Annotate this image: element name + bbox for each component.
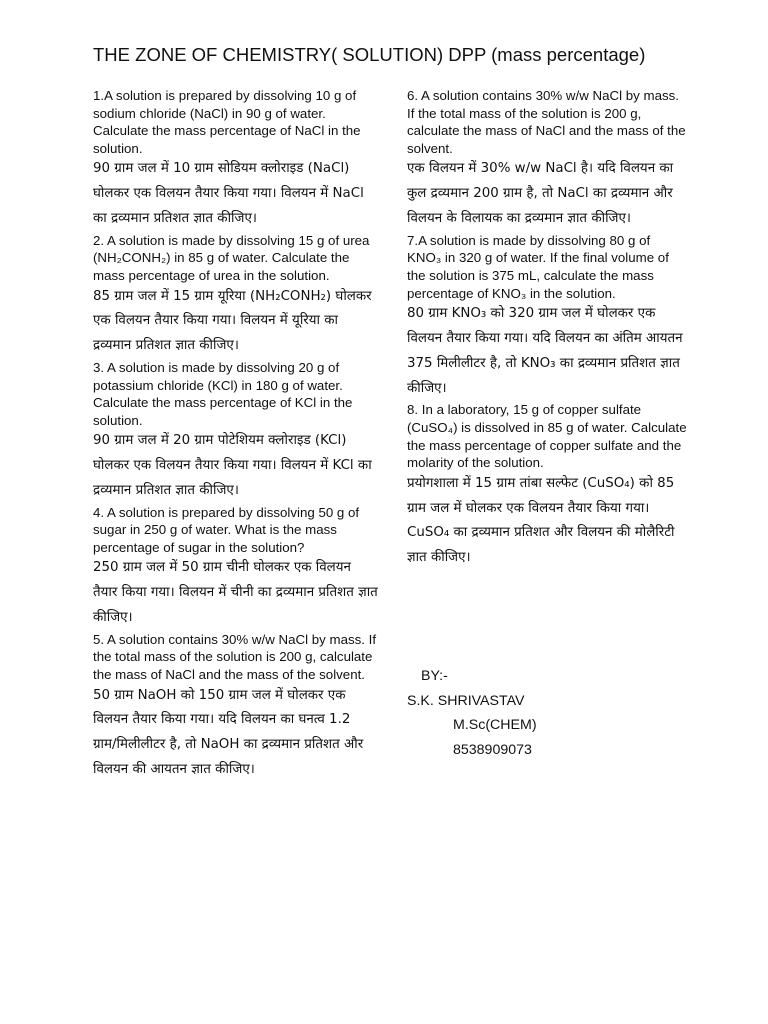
question-4-english: 4. A solution is prepared by dissolving 50 g of sugar in 250 g of water. What is the mass percentage of sugar in the solution? bbox=[93, 504, 360, 555]
question-1-english: 1.A solution is prepared by dissolving 10 g of sodium chloride (NaCl) in 90 g of water. Calculate the mass percentage of NaCl in the solution. bbox=[93, 88, 361, 156]
left-column bbox=[93, 87, 378, 783]
question-3-english: 3. A solution is made by dissolving 20 g of potassium chloride (KCl) in 180 g of water. Calculate the mass percentage of KCl in the solution. bbox=[93, 359, 353, 428]
author-signature bbox=[407, 664, 657, 762]
signature-by: BY:- bbox=[421, 668, 448, 684]
question-8-hindi: प्रयोगशाला में 15 ग्राम तांबा सल्फेट (CuSO₄) को 85 ग्राम जल में घोलकर एक विलयन तैयार किया गया। CuSO₄ का द्रव्यमान प्रतिशत और विलयन की मोलैरिटी ज्ञात कीजिए। bbox=[407, 475, 675, 566]
question-5-hindi: 50 ग्राम NaOH को 150 ग्राम जल में घोलकर एक विलयन तैयार किया गया। यदि विलयन का घनत्व 1.2 ग्राम/मिलीलीटर है, तो NaOH का द्रव्यमान प्रतिशत और विलयन की आयतन ज्ञात कीजिए। bbox=[93, 687, 364, 778]
question-5 bbox=[93, 631, 378, 783]
author-phone: 8538909073 bbox=[453, 741, 532, 758]
question-2 bbox=[93, 232, 378, 359]
question-5-english: 5. A solution contains 30% w/w NaCl by mass. If the total mass of the solution is 200 g, calculate the mass of NaCl and the mass of the solvent. bbox=[93, 631, 377, 683]
question-3 bbox=[93, 359, 378, 504]
question-4-hindi: 250 ग्राम जल में 50 ग्राम चीनी घोलकर एक विलयन तैयार किया गया। विलयन में चीनी का द्रव्यमान प्रतिशत ज्ञात कीजिए। bbox=[93, 560, 378, 626]
question-7-hindi: 80 ग्राम KNO₃ को 320 ग्राम जल में घोलकर एक विलयन तैयार किया गया। यदि विलयन का अंतिम आयतन 375 मिलीलीटर है, तो KNO₃ का द्रव्यमान प्रतिशत ज्ञात कीजिए। bbox=[407, 306, 683, 396]
question-6 bbox=[407, 87, 687, 232]
right-column bbox=[407, 87, 687, 571]
question-6-hindi: एक विलयन में 30% w/w NaCl है। यदि विलयन का कुल द्रव्यमान 200 ग्राम है, तो NaCl का द्रव्यमान और विलयन के विलायक का द्रव्यमान ज्ञात कीजिए। bbox=[407, 161, 674, 226]
question-2-english: 2. A solution is made by dissolving 15 g of urea (NH₂CONH₂) in 85 g of water. Calculate the mass percentage of urea in the solution. bbox=[93, 232, 370, 283]
question-7 bbox=[407, 232, 687, 402]
question-7-english: 7.A solution is made by dissolving 80 g of KNO₃ in 320 g of water. If the final volume of the solution is 375 mL, calculate the mass percentage of KNO₃ in the solution. bbox=[407, 232, 669, 301]
question-3-hindi: 90 ग्राम जल में 20 ग्राम पोटेशियम क्लोराइड (KCl) घोलकर एक विलयन तैयार किया गया। विलयन में KCl का द्रव्यमान प्रतिशत ज्ञात कीजिए। bbox=[93, 433, 372, 498]
question-1-hindi: 90 ग्राम जल में 10 ग्राम सोडियम क्लोराइड (NaCl) घोलकर एक विलयन तैयार किया गया। विलयन में NaCl का द्रव्यमान प्रतिशत ज्ञात कीजिए। bbox=[93, 161, 364, 226]
question-6-english: 6. A solution contains 30% w/w NaCl by mass. If the total mass of the solution is 200 g, calculate the mass of NaCl and the mass of the solvent. bbox=[407, 88, 686, 156]
question-8-english: 8. In a laboratory, 15 g of copper sulfate (CuSO₄) is dissolved in 85 g of water. Calculate the mass percentage of copper sulfate and the molarity of the solution. bbox=[407, 402, 687, 471]
question-4 bbox=[93, 504, 378, 631]
author-degree: M.Sc(CHEM) bbox=[453, 717, 537, 733]
page-title: THE ZONE OF CHEMISTRY( SOLUTION) DPP (mass percentage) bbox=[93, 44, 646, 65]
question-2-hindi: 85 ग्राम जल में 15 ग्राम यूरिया (NH₂CONH₂) घोलकर एक विलयन तैयार किया गया। विलयन में यूरिया का द्रव्यमान प्रतिशत ज्ञात कीजिए। bbox=[93, 288, 372, 354]
question-8 bbox=[407, 401, 687, 571]
author-name: S.K. SHRIVASTAV bbox=[407, 692, 525, 709]
question-1 bbox=[93, 87, 378, 232]
